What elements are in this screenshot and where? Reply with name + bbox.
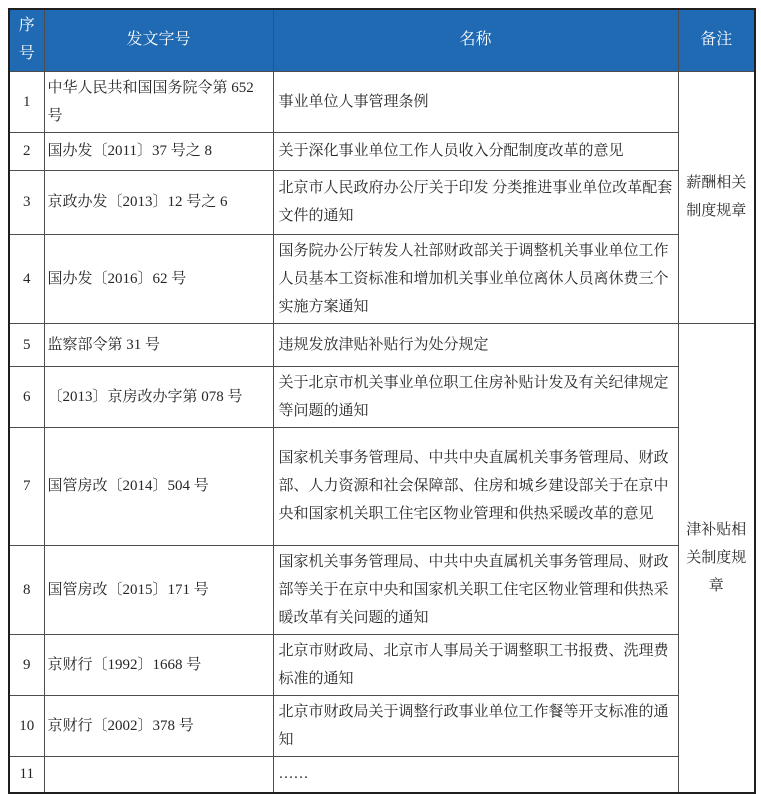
cell-no: 9: [9, 634, 44, 695]
cell-no: 5: [9, 323, 44, 366]
cell-no: 2: [9, 132, 44, 170]
cell-doc-number: 国管房改〔2014〕504 号: [44, 427, 273, 545]
table-row: [9, 234, 755, 323]
cell-doc-number: 国办发〔2011〕37 号之 8: [44, 132, 273, 170]
table-row: [9, 427, 755, 545]
table-row: [9, 132, 755, 170]
cell-no: 3: [9, 170, 44, 234]
table-row: [9, 323, 755, 366]
cell-no: 11: [9, 756, 44, 793]
cell-title: 国家机关事务管理局、中共中央直属机关事务管理局、财政部、人力资源和社会保障部、住房和城乡建设部关于在京中央和国家机关职工住宅区物业管理和供热采暖改革的意见: [273, 427, 678, 545]
col-header-title: 名称: [273, 9, 678, 71]
cell-title: 国务院办公厅转发人社部财政部关于调整机关事业单位工作人员基本工资标准和增加机关事业单位离休人员离休费三个实施方案通知: [273, 234, 678, 323]
cell-doc-number: 京财行〔1992〕1668 号: [44, 634, 273, 695]
cell-doc-number: 中华人民共和国国务院令第 652 号: [44, 71, 273, 132]
cell-doc-number: [44, 756, 273, 793]
cell-title: ……: [273, 756, 678, 793]
table-row: [9, 545, 755, 634]
cell-doc-number: 国办发〔2016〕62 号: [44, 234, 273, 323]
cell-doc-number: 京政办发〔2013〕12 号之 6: [44, 170, 273, 234]
cell-title: 国家机关事务管理局、中共中央直属机关事务管理局、财政部等关于在京中央和国家机关职工住宅区物业管理和供热采暖改革有关问题的通知: [273, 545, 678, 634]
col-header-remark: 备注: [678, 9, 755, 71]
table-row: [9, 756, 755, 793]
cell-remark-allowance-group: 津补贴相关制度规章: [678, 323, 755, 793]
col-header-doc-number: 发文字号: [44, 9, 273, 71]
table-row: [9, 170, 755, 234]
cell-no: 10: [9, 695, 44, 756]
cell-title: 关于深化事业单位工作人员收入分配制度改革的意见: [273, 132, 678, 170]
regulations-table: [8, 8, 756, 794]
cell-title: 违规发放津贴补贴行为处分规定: [273, 323, 678, 366]
table-row: [9, 695, 755, 756]
cell-remark-salary-group: 薪酬相关制度规章: [678, 71, 755, 323]
table-row: [9, 634, 755, 695]
cell-doc-number: 〔2013〕京房改办字第 078 号: [44, 366, 273, 427]
cell-title: 北京市人民政府办公厅关于印发 分类推进事业单位改革配套文件的通知: [273, 170, 678, 234]
cell-title: 关于北京市机关事业单位职工住房补贴计发及有关纪律规定等问题的通知: [273, 366, 678, 427]
cell-doc-number: 国管房改〔2015〕171 号: [44, 545, 273, 634]
cell-doc-number: 京财行〔2002〕378 号: [44, 695, 273, 756]
cell-no: 1: [9, 71, 44, 132]
cell-no: 4: [9, 234, 44, 323]
table-row: [9, 71, 755, 132]
cell-no: 8: [9, 545, 44, 634]
cell-title: 北京市财政局、北京市人事局关于调整职工书报费、洗理费标准的通知: [273, 634, 678, 695]
cell-doc-number: 监察部令第 31 号: [44, 323, 273, 366]
cell-title: 北京市财政局关于调整行政事业单位工作餐等开支标准的通知: [273, 695, 678, 756]
col-header-no: 序号: [9, 9, 44, 71]
cell-no: 7: [9, 427, 44, 545]
cell-no: 6: [9, 366, 44, 427]
table-row: [9, 366, 755, 427]
table-header-row: [9, 9, 755, 71]
cell-title: 事业单位人事管理条例: [273, 71, 678, 132]
